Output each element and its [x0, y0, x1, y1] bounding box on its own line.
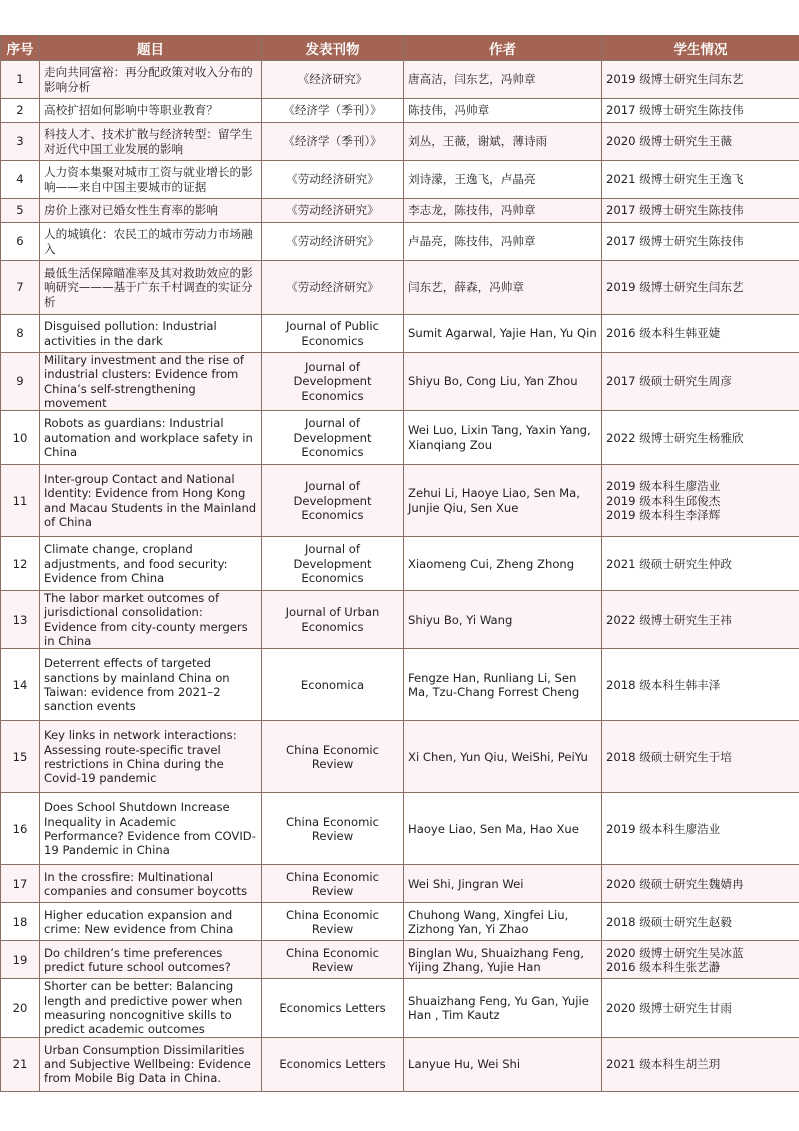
paper-title: 人的城镇化：农民工的城市劳动力市场融入: [40, 223, 262, 261]
table-row: [1, 353, 799, 411]
student-line: 2020 级博士研究生甘雨: [606, 1000, 732, 1015]
student-info: [602, 1037, 799, 1091]
student-info: [602, 123, 799, 161]
journal-name: 《经济学（季刊）》: [262, 99, 404, 123]
student-line: 2019 级博士研究生闫东艺: [606, 72, 744, 87]
paper-title: 高校扩招如何影响中等职业教育？: [40, 99, 262, 123]
journal-name: Journal of Public Economics: [262, 315, 404, 353]
student-line: 2016 级本科生张艺瀞: [606, 959, 721, 974]
table-row: [1, 123, 799, 161]
row-number: 16: [1, 793, 40, 865]
authors: Binglan Wu, Shuaizhang Feng, Yijing Zhang, Yujie Han: [404, 941, 602, 979]
journal-name: Journal of Development Economics: [262, 353, 404, 411]
paper-title: 最低生活保障瞄准率及其对救助效应的影响研究———基于广东千村调查的实证分析: [40, 261, 262, 315]
table-row: [1, 61, 799, 99]
student-line: 2017 级博士研究生陈技伟: [606, 103, 744, 118]
student-info: [602, 261, 799, 315]
header-no: 序号: [1, 36, 40, 61]
row-number: 5: [1, 199, 40, 223]
paper-title: In the crossfire: Multinational companies and consumer boycotts: [40, 865, 262, 903]
student-line: 2018 级硕士研究生于培: [606, 749, 732, 764]
paper-title: 房价上涨对已婚女性生育率的影响: [40, 199, 262, 223]
row-number: 2: [1, 99, 40, 123]
student-line: 2019 级博士研究生闫东艺: [606, 280, 744, 295]
row-number: 3: [1, 123, 40, 161]
table-row: [1, 199, 799, 223]
journal-name: 《劳动经济研究》: [262, 199, 404, 223]
student-info: [602, 199, 799, 223]
paper-title: Deterrent effects of targeted sanctions by mainland China on Taiwan: evidence from 2021–2 sanction events: [40, 649, 262, 721]
row-number: 14: [1, 649, 40, 721]
paper-title: 科技人才、技术扩散与经济转型：留学生对近代中国工业发展的影响: [40, 123, 262, 161]
journal-name: 《劳动经济研究》: [262, 223, 404, 261]
header-title: 题目: [40, 36, 262, 61]
table-row: [1, 99, 799, 123]
row-number: 4: [1, 161, 40, 199]
student-line: 2019 级本科生廖浩业: [606, 479, 721, 494]
student-info: [602, 61, 799, 99]
authors: 卢晶亮，陈技伟，冯帅章: [404, 223, 602, 261]
student-info: [602, 411, 799, 465]
row-number: 17: [1, 865, 40, 903]
student-info: [602, 161, 799, 199]
authors: Lanyue Hu, Wei Shi: [404, 1037, 602, 1091]
publication-table: [0, 35, 799, 1092]
authors: Shiyu Bo, Cong Liu, Yan Zhou: [404, 353, 602, 411]
table-row: [1, 223, 799, 261]
student-info: [602, 591, 799, 649]
row-number: 7: [1, 261, 40, 315]
table-row: [1, 649, 799, 721]
paper-title: Military investment and the rise of industrial clusters: Evidence from China’s self-strengthening movement: [40, 353, 262, 411]
row-number: 21: [1, 1037, 40, 1091]
row-number: 20: [1, 979, 40, 1037]
journal-name: Journal of Development Economics: [262, 411, 404, 465]
student-line: 2019 级本科生邱俊杰: [606, 493, 721, 508]
authors: Haoye Liao, Sen Ma, Hao Xue: [404, 793, 602, 865]
table-row: [1, 411, 799, 465]
header-journal: 发表刊物: [262, 36, 404, 61]
authors: Xi Chen, Yun Qiu, WeiShi, PeiYu: [404, 721, 602, 793]
student-line: 2021 级本科生胡兰玥: [606, 1056, 721, 1071]
authors: 陈技伟，冯帅章: [404, 99, 602, 123]
student-line: 2018 级硕士研究生赵毅: [606, 914, 732, 929]
table-row: [1, 721, 799, 793]
authors: Fengze Han, Runliang Li, Sen Ma, Tzu-Chang Forrest Cheng: [404, 649, 602, 721]
table-row: [1, 865, 799, 903]
student-info: [602, 353, 799, 411]
authors: Wei Luo, Lixin Tang, Yaxin Yang, Xianqiang Zou: [404, 411, 602, 465]
journal-name: China Economic Review: [262, 865, 404, 903]
student-info: [602, 979, 799, 1037]
journal-name: 《经济研究》: [262, 61, 404, 99]
student-line: 2017 级博士研究生陈技伟: [606, 234, 744, 249]
journal-name: 《劳动经济研究》: [262, 261, 404, 315]
student-line: 2020 级博士研究生吴冰蓝: [606, 945, 744, 960]
table-row: [1, 591, 799, 649]
row-number: 6: [1, 223, 40, 261]
paper-title: 人力资本集聚对城市工资与就业增长的影响——来自中国主要城市的证据: [40, 161, 262, 199]
student-line: 2020 级硕士研究生魏婧冉: [606, 876, 744, 891]
student-info: [602, 537, 799, 591]
paper-title: Does School Shutdown Increase Inequality in Academic Performance? Evidence from COVID-19 Pandemic in China: [40, 793, 262, 865]
journal-name: Economica: [262, 649, 404, 721]
journal-name: Economics Letters: [262, 1037, 404, 1091]
table-row: [1, 979, 799, 1037]
student-line: 2016 级本科生韩亚婕: [606, 326, 721, 341]
table-row: [1, 261, 799, 315]
student-line: 2022 级博士研究生王祎: [606, 612, 732, 627]
row-number: 10: [1, 411, 40, 465]
student-line: 2017 级博士研究生陈技伟: [606, 203, 744, 218]
journal-name: Journal of Development Economics: [262, 465, 404, 537]
authors: Shuaizhang Feng, Yu Gan, Yujie Han , Tim Kautz: [404, 979, 602, 1037]
student-info: [602, 223, 799, 261]
student-info: [602, 903, 799, 941]
paper-title: 走向共同富裕：再分配政策对收入分布的影响分析: [40, 61, 262, 99]
authors: 李志龙，陈技伟，冯帅章: [404, 199, 602, 223]
row-number: 11: [1, 465, 40, 537]
table-row: [1, 793, 799, 865]
paper-title: Key links in network interactions: Assessing route-specific travel restrictions in China during the Covid-19 pandemic: [40, 721, 262, 793]
table-row: [1, 903, 799, 941]
authors: Xiaomeng Cui, Zheng Zhong: [404, 537, 602, 591]
journal-name: 《劳动经济研究》: [262, 161, 404, 199]
authors: Sumit Agarwal, Yajie Han, Yu Qin: [404, 315, 602, 353]
authors: Wei Shi, Jingran Wei: [404, 865, 602, 903]
student-line: 2022 级博士研究生杨雅欣: [606, 430, 744, 445]
journal-name: Economics Letters: [262, 979, 404, 1037]
row-number: 15: [1, 721, 40, 793]
journal-name: Journal of Development Economics: [262, 537, 404, 591]
paper-title: Inter-group Contact and National Identity: Evidence from Hong Kong and Macau Students in the Mainland of China: [40, 465, 262, 537]
journal-name: China Economic Review: [262, 721, 404, 793]
student-line: 2021 级博士研究生王逸飞: [606, 172, 744, 187]
authors: Zehui Li, Haoye Liao, Sen Ma, Junjie Qiu, Sen Xue: [404, 465, 602, 537]
student-line: 2018 级本科生韩丰泽: [606, 677, 721, 692]
student-info: [602, 649, 799, 721]
table-row: [1, 537, 799, 591]
table-row: [1, 941, 799, 979]
table-row: [1, 465, 799, 537]
paper-title: The labor market outcomes of jurisdictional consolidation: Evidence from city-county mergers in China: [40, 591, 262, 649]
paper-title: Urban Consumption Dissimilarities and Subjective Wellbeing: Evidence from Mobile Big Data in China.: [40, 1037, 262, 1091]
table-row: [1, 1037, 799, 1091]
student-info: [602, 721, 799, 793]
student-info: [602, 941, 799, 979]
paper-title: Shorter can be better: Balancing length and predictive power when measuring noncognitive skills to predict academic outcomes: [40, 979, 262, 1037]
student-line: 2019 级本科生廖浩业: [606, 821, 721, 836]
student-info: [602, 465, 799, 537]
row-number: 13: [1, 591, 40, 649]
student-line: 2020 级博士研究生王薇: [606, 134, 732, 149]
row-number: 19: [1, 941, 40, 979]
student-line: 2019 级本科生李泽辉: [606, 507, 721, 522]
student-info: [602, 793, 799, 865]
authors: 闫东艺，薛森，冯帅章: [404, 261, 602, 315]
paper-title: Do children’s time preferences predict future school outcomes?: [40, 941, 262, 979]
paper-title: Climate change, cropland adjustments, and food security: Evidence from China: [40, 537, 262, 591]
table-row: [1, 161, 799, 199]
paper-title: Higher education expansion and crime: New evidence from China: [40, 903, 262, 941]
table-row: [1, 315, 799, 353]
journal-name: China Economic Review: [262, 903, 404, 941]
authors: 刘诗濛，王逸飞，卢晶亮: [404, 161, 602, 199]
table-body: [1, 61, 799, 1092]
student-info: [602, 99, 799, 123]
row-number: 18: [1, 903, 40, 941]
authors: Shiyu Bo, Yi Wang: [404, 591, 602, 649]
student-info: [602, 865, 799, 903]
journal-name: China Economic Review: [262, 793, 404, 865]
authors: 刘丛，王薇，谢斌，薄诗雨: [404, 123, 602, 161]
row-number: 9: [1, 353, 40, 411]
authors: 唐高洁，闫东艺，冯帅章: [404, 61, 602, 99]
authors: Chuhong Wang, Xingfei Liu, Zizhong Yan, Yi Zhao: [404, 903, 602, 941]
journal-name: 《经济学（季刊）》: [262, 123, 404, 161]
header-authors: 作者: [404, 36, 602, 61]
student-line: 2021 级硕士研究生仲政: [606, 556, 732, 571]
student-info: [602, 315, 799, 353]
row-number: 1: [1, 61, 40, 99]
journal-name: China Economic Review: [262, 941, 404, 979]
student-line: 2017 级硕士研究生周彦: [606, 374, 732, 389]
journal-name: Journal of Urban Economics: [262, 591, 404, 649]
row-number: 8: [1, 315, 40, 353]
header-row: [1, 36, 799, 61]
header-students: 学生情况: [602, 36, 799, 61]
paper-title: Robots as guardians: Industrial automation and workplace safety in China: [40, 411, 262, 465]
paper-title: Disguised pollution: Industrial activities in the dark: [40, 315, 262, 353]
row-number: 12: [1, 537, 40, 591]
